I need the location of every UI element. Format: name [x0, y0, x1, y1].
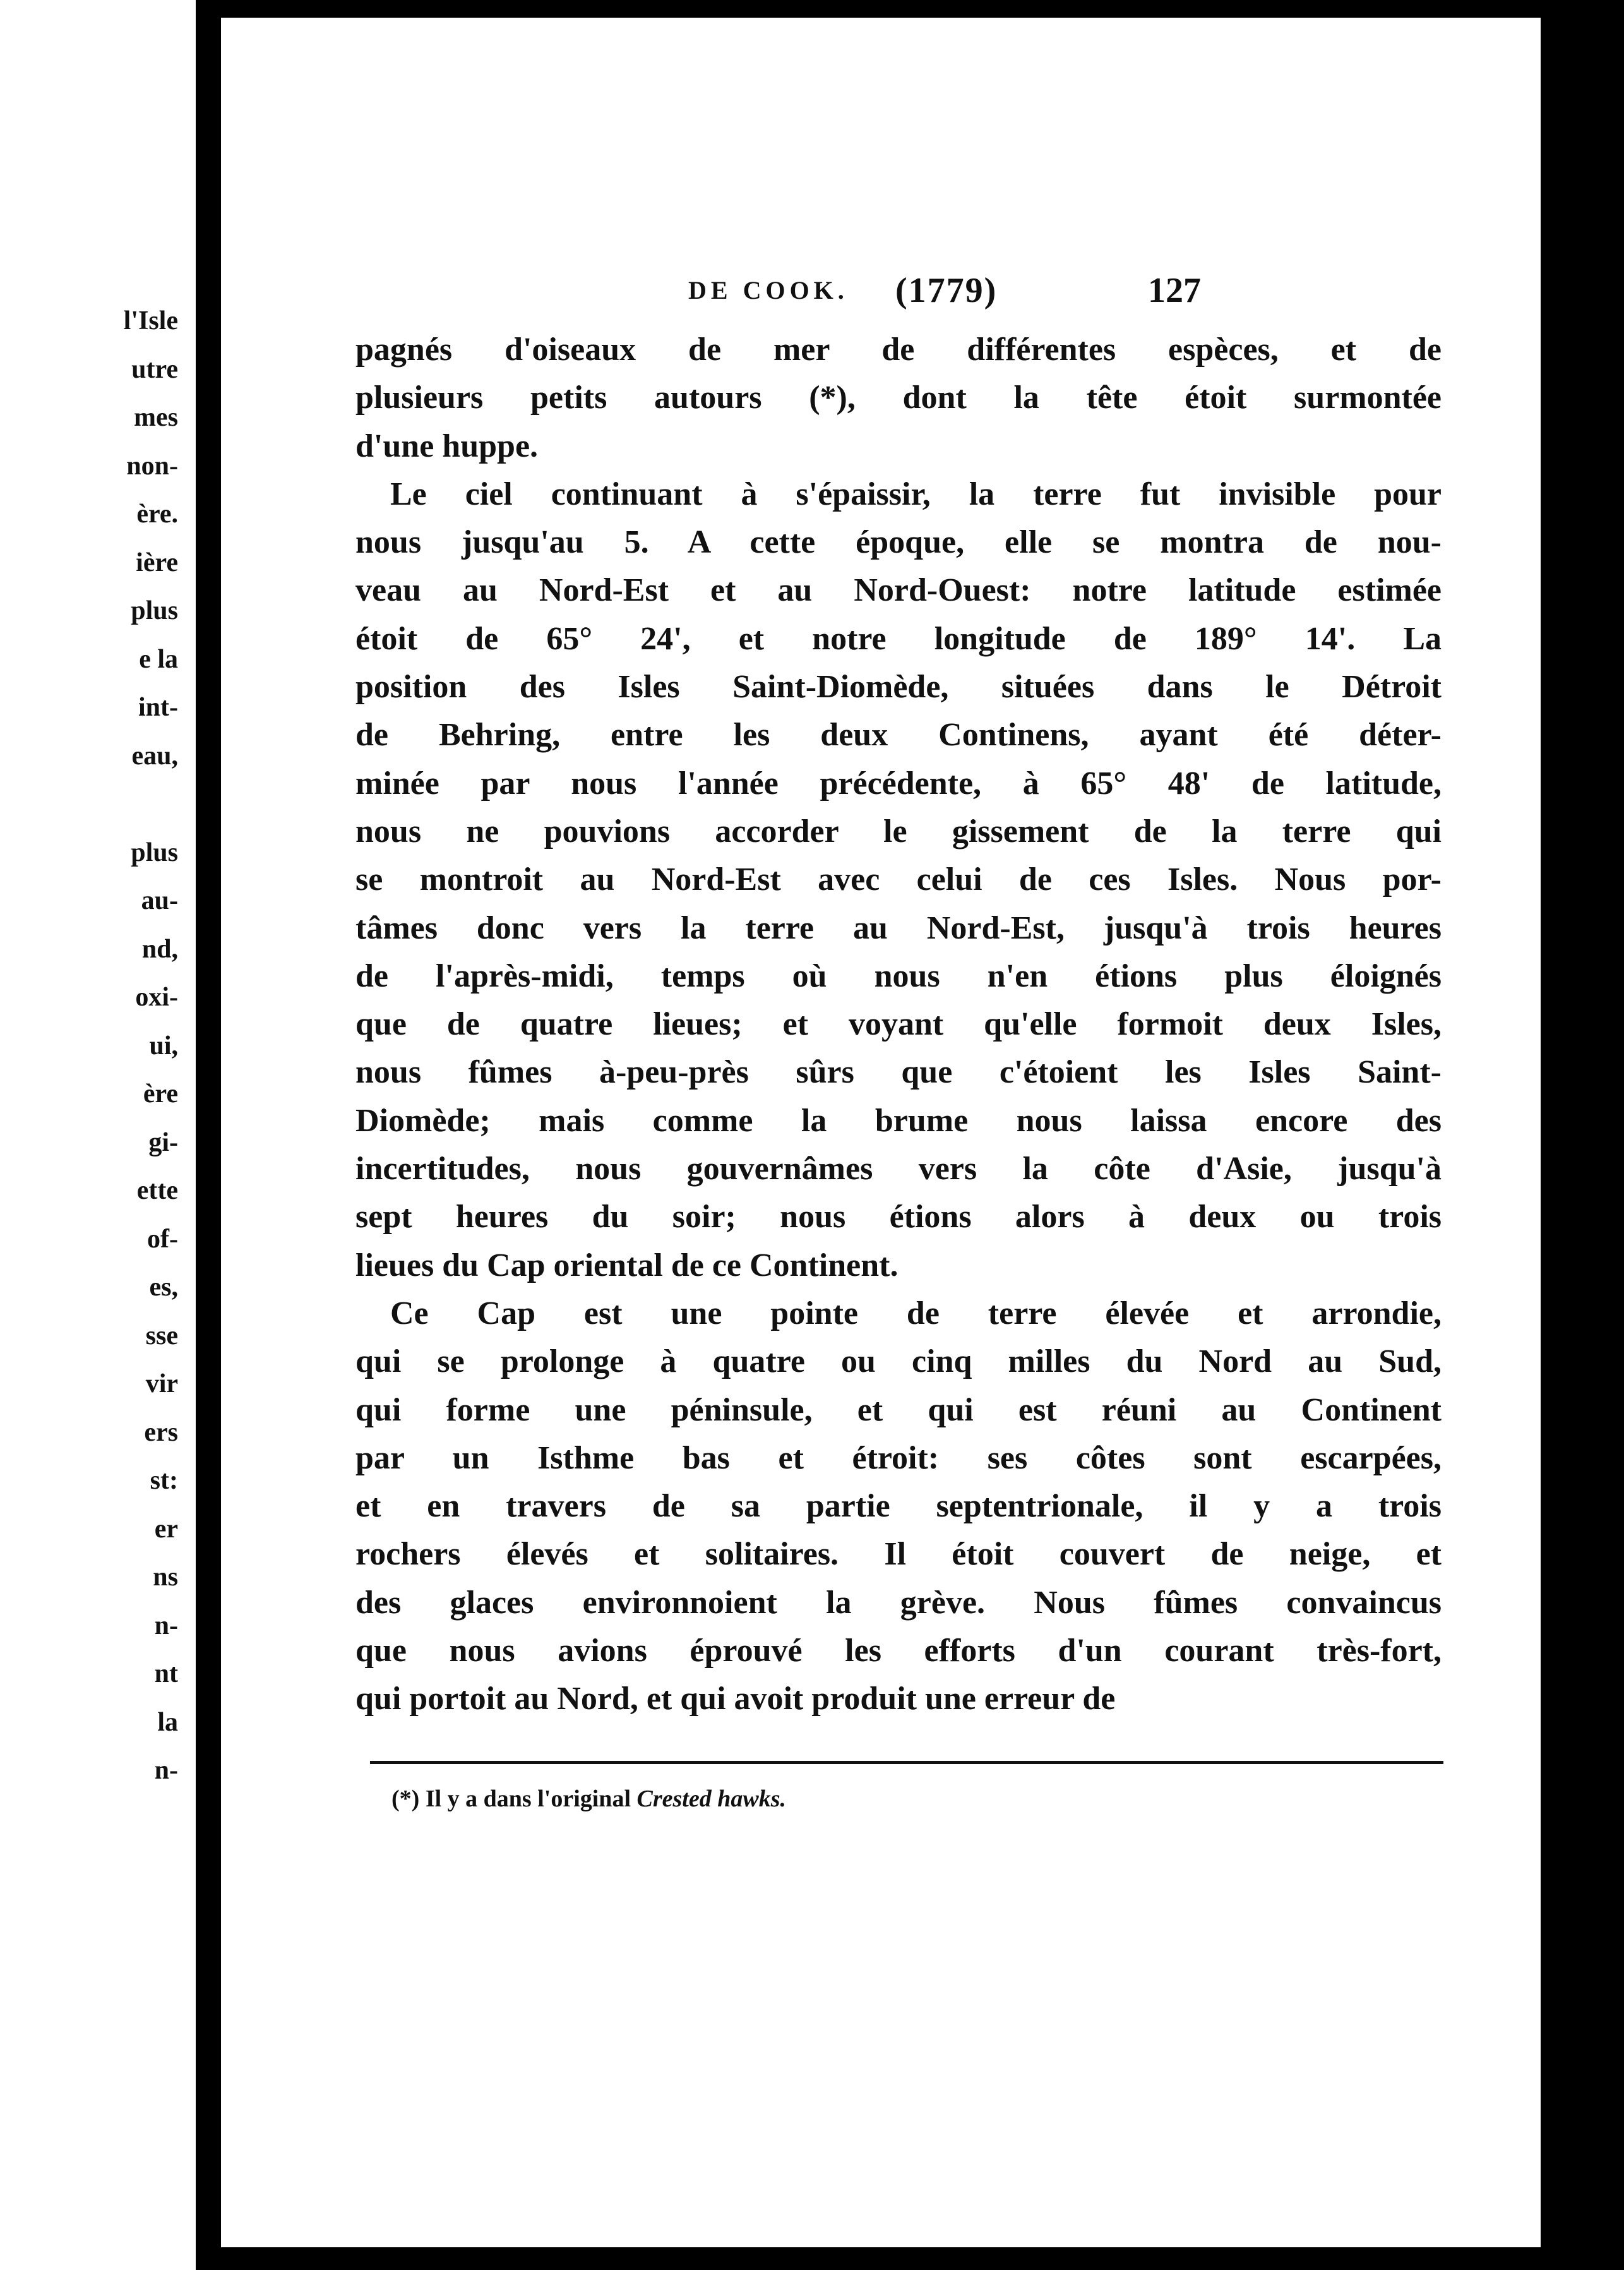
text-line: tâmes donc vers la terre au Nord-Est, jusqu'à trois heures [355, 910, 1442, 946]
left-fragment: ui, [149, 1031, 178, 1060]
book-gutter [196, 0, 221, 2270]
left-fragment: plus [131, 596, 178, 625]
header-year: (1779) [895, 271, 998, 310]
text-line: se montroit au Nord-Est avec celui de ces Isles. Nous por- [355, 862, 1442, 898]
text-line: de l'après-midi, temps où nous n'en étions plus éloignés [355, 958, 1442, 994]
text-line: Le ciel continuant à s'épaissir, la terre fut invisible pour [390, 476, 1442, 512]
right-page [221, 18, 1541, 2247]
text-line: incertitudes, nous gouvernâmes vers la côte d'Asie, jusqu'à [355, 1151, 1442, 1187]
page-header [221, 270, 1421, 315]
text-line: Ce Cap est une pointe de terre élevée et arrondie, [390, 1295, 1442, 1331]
text-line: d'une huppe. [355, 428, 539, 464]
left-fragment: ère. [136, 500, 178, 529]
left-fragment: n- [154, 1756, 178, 1785]
text-line: Diomède; mais comme la brume nous laissa encore des [355, 1102, 1442, 1139]
left-fragment: ns [153, 1563, 178, 1592]
left-fragment [52, 780, 178, 829]
text-line: qui portoit au Nord, et qui avoit produit une erreur de [355, 1681, 1116, 1717]
footnote [391, 1785, 786, 1813]
text-line: nous ne pouvions accorder le gissement de la terre qui [355, 813, 1442, 850]
left-fragment: es, [149, 1273, 178, 1302]
text-line: que nous avions éprouvé les efforts d'un courant très-fort, [355, 1633, 1442, 1669]
text-line: que de quatre lieues; et voyant qu'elle formoit deux Isles, [355, 1006, 1442, 1043]
left-page [0, 0, 196, 2270]
left-page-text-fragments [52, 297, 178, 1795]
left-fragment: eau, [131, 741, 178, 771]
left-fragment: sse [145, 1321, 178, 1350]
left-fragment: er [154, 1514, 178, 1544]
left-fragment: int- [138, 693, 178, 722]
text-line: plusieurs petits autours (*), dont la tête étoit surmontée [355, 380, 1442, 416]
footnote-italic: Crested hawks. [636, 1786, 786, 1812]
left-fragment: ière [136, 548, 178, 577]
text-line: qui se prolonge à quatre ou cinq milles du Nord au Sud, [355, 1343, 1442, 1380]
left-fragment: n- [154, 1611, 178, 1640]
left-fragment: of- [147, 1224, 178, 1254]
left-fragment: nt [154, 1659, 178, 1688]
left-fragment: st: [150, 1466, 178, 1495]
left-fragment: nd, [141, 934, 178, 964]
text-line: veau au Nord-Est et au Nord-Ouest: notre latitude estimée [355, 572, 1442, 609]
right-page-edge [1541, 0, 1624, 2270]
text-line: position des Isles Saint-Diomède, situées dans le Détroit [355, 669, 1442, 706]
text-line: pagnés d'oiseaux de mer de différentes espèces, et de [355, 332, 1442, 368]
left-fragment: utre [131, 354, 178, 384]
footnote-marker: (*) [391, 1786, 420, 1812]
text-line: étoit de 65° 24', et notre longitude de 189° 14'. La [355, 620, 1442, 657]
running-head: DE COOK. [688, 276, 849, 304]
text-line: de Behring, entre les deux Continens, ayant été déter- [355, 717, 1442, 754]
text-line: qui forme une péninsule, et qui est réuni au Continent [355, 1391, 1442, 1428]
text-line: des glaces environnoient la grève. Nous fûmes convaincus [355, 1584, 1442, 1621]
text-line: sept heures du soir; nous étions alors à deux ou trois [355, 1199, 1442, 1235]
left-fragment: au- [141, 886, 178, 915]
text-line: lieues du Cap oriental de ce Continent. [355, 1247, 899, 1283]
left-fragment: oxi- [135, 983, 178, 1012]
left-fragment: vir [145, 1369, 178, 1398]
left-fragment: mes [134, 403, 178, 432]
left-fragment: l'Isle [123, 306, 178, 335]
left-fragment: e la [139, 644, 178, 674]
text-line: nous fûmes à-peu-près sûrs que c'étoient les Isles Saint- [355, 1054, 1442, 1091]
body-text [355, 326, 1442, 1724]
text-line: nous jusqu'au 5. A cette époque, elle se montra de nou- [355, 524, 1442, 561]
left-fragment: plus [131, 838, 178, 867]
text-line: rochers élevés et solitaires. Il étoit couvert de neige, et [355, 1536, 1442, 1573]
left-fragment: la [157, 1707, 178, 1737]
left-fragment: gi- [148, 1127, 178, 1157]
text-line: par un Isthme bas et étroit: ses côtes sont escarpées, [355, 1439, 1442, 1476]
text-line: minée par nous l'année précédente, à 65° 48' de latitude, [355, 765, 1442, 802]
left-fragment: ère [143, 1079, 178, 1108]
left-fragment: ers [144, 1417, 178, 1447]
text-line: et en travers de sa partie septentrionale, il y a trois [355, 1488, 1442, 1525]
left-fragment: ette [136, 1176, 178, 1205]
footnote-text: Il y a dans l'original [425, 1786, 631, 1812]
left-fragment: non- [126, 451, 178, 481]
page-number: 127 [1148, 271, 1201, 310]
footnote-rule [370, 1761, 1443, 1764]
